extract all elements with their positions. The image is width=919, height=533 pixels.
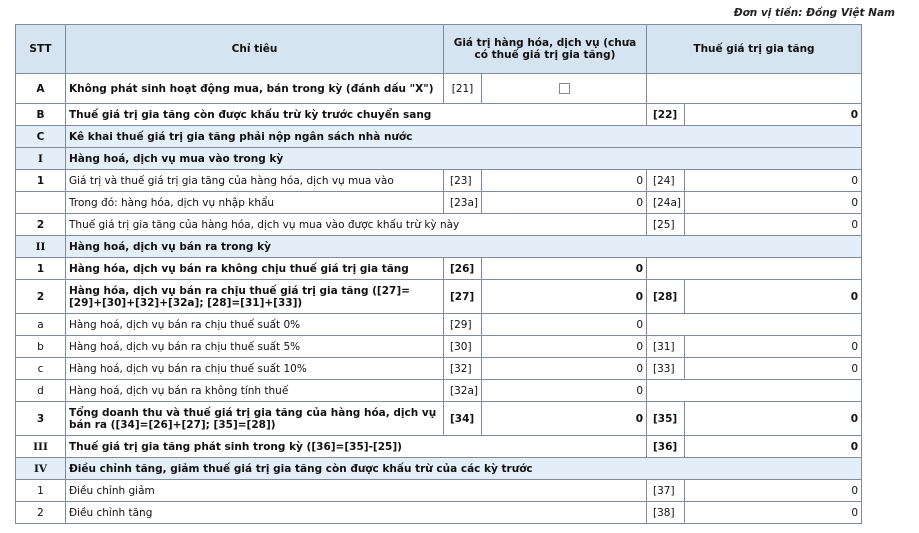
row-stt: 1	[16, 170, 66, 192]
no-activity-checkbox[interactable]	[559, 83, 570, 94]
row-code: [27]	[444, 280, 482, 314]
row-stt: 1	[16, 480, 66, 502]
row-i	[16, 148, 862, 170]
field-38[interactable]: 0	[685, 502, 862, 524]
header-stt: STT	[16, 25, 66, 74]
row-stt: II	[16, 236, 66, 258]
row-code: [24a]	[647, 192, 685, 214]
row-label: Điều chỉnh tăng	[66, 502, 647, 524]
row-sales-1	[16, 258, 862, 280]
row-label: Hàng hoá, dịch vụ mua vào trong kỳ	[66, 148, 862, 170]
row-sales-d	[16, 380, 862, 402]
row-label: Hàng hoá, dịch vụ bán ra chịu thuế suất 10%	[66, 358, 444, 380]
row-stt: c	[16, 358, 66, 380]
header-vat: Thuế giá trị gia tăng	[647, 25, 862, 74]
row-sales-b	[16, 336, 862, 358]
field-24[interactable]: 0	[685, 170, 862, 192]
row-purchase-import	[16, 192, 862, 214]
empty-cell	[647, 380, 862, 402]
field-32a[interactable]: 0	[482, 380, 647, 402]
currency-unit-note: Đơn vị tiền: Đồng Việt Nam	[733, 7, 895, 19]
row-label: Tổng doanh thu và thuế giá trị gia tăng của hàng hóa, dịch vụ bán ra ([34]=[26]+[27]; [35]=[28])	[66, 402, 444, 436]
row-label: Hàng hoá, dịch vụ bán ra chịu thuế suất 0%	[66, 314, 444, 336]
field-30[interactable]: 0	[482, 336, 647, 358]
row-label: Điều chỉnh tăng, giảm thuế giá trị gia tăng còn được khấu trừ của các kỳ trước	[66, 458, 862, 480]
row-sales-c	[16, 358, 862, 380]
row-stt: III	[16, 436, 66, 458]
row-code: [26]	[444, 258, 482, 280]
row-stt: I	[16, 148, 66, 170]
field-23a[interactable]: 0	[482, 192, 647, 214]
row-sales-a	[16, 314, 862, 336]
row-sales-2	[16, 280, 862, 314]
header-chi-tieu: Chỉ tiêu	[66, 25, 444, 74]
field-28[interactable]: 0	[685, 280, 862, 314]
field-25[interactable]: 0	[685, 214, 862, 236]
row-code: [31]	[647, 336, 685, 358]
row-sales-3	[16, 402, 862, 436]
row-a	[16, 74, 862, 104]
row-adjust-decrease	[16, 480, 862, 502]
row-stt: C	[16, 126, 66, 148]
vat-declaration-table	[15, 24, 862, 524]
row-label: Hàng hoá, dịch vụ bán ra trong kỳ	[66, 236, 862, 258]
row-code: [33]	[647, 358, 685, 380]
no-activity-checkbox-cell[interactable]	[482, 74, 647, 104]
row-adjust-increase	[16, 502, 862, 524]
row-code: [23]	[444, 170, 482, 192]
field-24a[interactable]: 0	[685, 192, 862, 214]
field-23[interactable]: 0	[482, 170, 647, 192]
row-code: [32a]	[444, 380, 482, 402]
row-stt: 2	[16, 214, 66, 236]
row-code: [30]	[444, 336, 482, 358]
field-31[interactable]: 0	[685, 336, 862, 358]
field-33[interactable]: 0	[685, 358, 862, 380]
field-29[interactable]: 0	[482, 314, 647, 336]
row-code: [32]	[444, 358, 482, 380]
row-label: Hàng hoá, dịch vụ bán ra chịu thuế suất 5%	[66, 336, 444, 358]
row-code: [36]	[647, 436, 685, 458]
row-label: Hàng hóa, dịch vụ bán ra chịu thuế giá trị gia tăng ([27]=[29]+[30]+[32]+[32a]; [28]=[31]+[33])	[66, 280, 444, 314]
field-26[interactable]: 0	[482, 258, 647, 280]
field-27[interactable]: 0	[482, 280, 647, 314]
row-purchase-2	[16, 214, 862, 236]
row-stt: 2	[16, 280, 66, 314]
empty-cell	[647, 314, 862, 336]
row-code: [35]	[647, 402, 685, 436]
row-label: Giá trị và thuế giá trị gia tăng của hàng hóa, dịch vụ mua vào	[66, 170, 444, 192]
row-stt: IV	[16, 458, 66, 480]
row-label: Thuế giá trị gia tăng còn được khấu trừ kỳ trước chuyển sang	[66, 104, 647, 126]
row-iv	[16, 458, 862, 480]
field-32[interactable]: 0	[482, 358, 647, 380]
row-label: Trong đó: hàng hóa, dịch vụ nhập khẩu	[66, 192, 444, 214]
row-stt: a	[16, 314, 66, 336]
field-34[interactable]: 0	[482, 402, 647, 436]
row-b	[16, 104, 862, 126]
row-code: [37]	[647, 480, 685, 502]
row-stt: 1	[16, 258, 66, 280]
field-22[interactable]: 0	[685, 104, 862, 126]
row-code: [28]	[647, 280, 685, 314]
row-label: Hàng hoá, dịch vụ bán ra không tính thuế	[66, 380, 444, 402]
row-label: Điều chỉnh giảm	[66, 480, 647, 502]
row-label: Không phát sinh hoạt động mua, bán trong kỳ (đánh dấu "X")	[66, 74, 444, 104]
field-36[interactable]: 0	[685, 436, 862, 458]
table-header-row	[16, 25, 862, 74]
row-code: [34]	[444, 402, 482, 436]
empty-cell	[647, 258, 862, 280]
field-35[interactable]: 0	[685, 402, 862, 436]
row-code: [21]	[444, 74, 482, 104]
empty-cell	[647, 74, 862, 104]
row-stt: A	[16, 74, 66, 104]
row-stt: d	[16, 380, 66, 402]
row-code: [22]	[647, 104, 685, 126]
row-ii	[16, 236, 862, 258]
row-stt: B	[16, 104, 66, 126]
field-37[interactable]: 0	[685, 480, 862, 502]
row-stt	[16, 192, 66, 214]
row-code: [38]	[647, 502, 685, 524]
row-c	[16, 126, 862, 148]
row-stt: b	[16, 336, 66, 358]
row-label: Thuế giá trị gia tăng phát sinh trong kỳ ([36]=[35]-[25])	[66, 436, 647, 458]
row-code: [24]	[647, 170, 685, 192]
row-code: [29]	[444, 314, 482, 336]
row-iii	[16, 436, 862, 458]
row-purchase-1	[16, 170, 862, 192]
row-code: [23a]	[444, 192, 482, 214]
row-stt: 3	[16, 402, 66, 436]
row-label: Hàng hóa, dịch vụ bán ra không chịu thuế giá trị gia tăng	[66, 258, 444, 280]
row-code: [25]	[647, 214, 685, 236]
header-goods-value: Giá trị hàng hóa, dịch vụ (chưa có thuế giá trị gia tăng)	[444, 25, 647, 74]
row-stt: 2	[16, 502, 66, 524]
row-label: Kê khai thuế giá trị gia tăng phải nộp ngân sách nhà nước	[66, 126, 862, 148]
row-label: Thuế giá trị gia tăng của hàng hóa, dịch vụ mua vào được khấu trừ kỳ này	[66, 214, 647, 236]
